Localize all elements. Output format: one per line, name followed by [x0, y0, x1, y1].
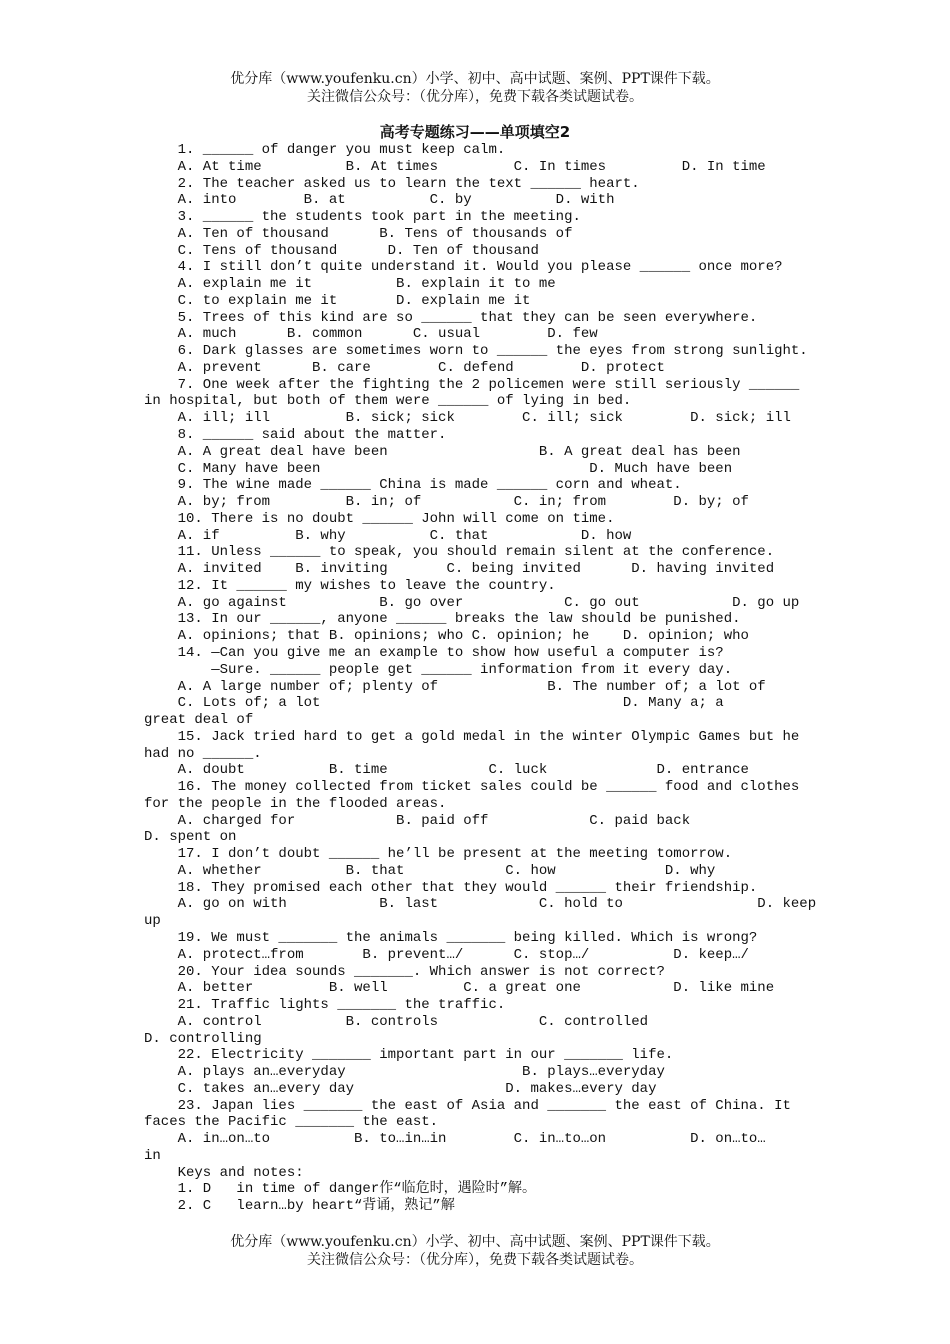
text-line: A. protect…from B. prevent…/ C. stop…/ D. keep…/ [144, 946, 749, 963]
text-line: A. doubt B. time C. luck D. entrance [144, 762, 749, 779]
text-line: 14. —Can you give me an example to show how useful a computer is? [144, 644, 724, 661]
text-line: C. takes an…every day D. makes…every day [144, 1080, 657, 1097]
text-line: —Sure. ______ people get ______ information from it every day. [144, 661, 733, 678]
text-line: 4. I still don’t quite understand it. Would you please ______ once more? [144, 259, 783, 276]
text-line: 9. The wine made ______ China is made ______ corn and wheat. [144, 477, 682, 494]
text-line: A. Ten of thousand B. Tens of thousands of [144, 225, 573, 242]
footer-line-1: 优分库（www.youfenku.cn）小学、初中、高中试题、案例、PPT课件下载。 [230, 1234, 720, 1250]
footer-line-2: 关注微信公众号：（优分库），免费下载各类试题试卷。 [307, 1252, 643, 1268]
text-line: 3. ______ the students took part in the meeting. [144, 209, 581, 226]
text-line: had no ______. [144, 745, 262, 762]
text-line: 1. D in time of danger作“临危时，遇险时”解。 [144, 1181, 537, 1198]
text-line: 8. ______ said about the matter. [144, 427, 447, 444]
text-line: 5. Trees of this kind are so ______ that they can be seen everywhere. [144, 309, 758, 326]
text-line: C. to explain me it D. explain me it [144, 292, 531, 309]
text-line: 2. C learn…by heart“背诵，熟记”解 [144, 1198, 455, 1215]
text-line: C. Tens of thousand D. Ten of thousand [144, 242, 539, 259]
text-line: 13. In our ______, anyone ______ breaks the law should be punished. [144, 611, 741, 628]
text-line: 1. ______ of danger you must keep calm. [144, 142, 506, 158]
document-title: 高考专题练习——单项填空2 [379, 123, 571, 141]
text-line: A. At time B. At times C. In times D. In time [144, 158, 766, 175]
text-line: up [144, 913, 161, 930]
text-line: 19. We must _______ the animals _______ being killed. Which is wrong? [144, 929, 758, 946]
text-line: A. whether B. that C. how D. why [144, 862, 716, 879]
text-line: 21. Traffic lights _______ the traffic. [144, 997, 506, 1014]
page-footer [0, 1233, 950, 1269]
text-line: 6. Dark glasses are sometimes worn to ______ the eyes from strong sunlight. [144, 343, 808, 360]
text-line: A. opinions; that B. opinions; who C. opinion; he D. opinion; who [144, 628, 749, 645]
text-line: 2. The teacher asked us to learn the text ______ heart. [144, 175, 640, 192]
text-line: A. in…on…to B. to…in…in C. in…to…on D. on…to… [144, 1131, 766, 1148]
text-line: 18. They promised each other that they would ______ their friendship. [144, 879, 758, 896]
text-line: Keys and notes: [144, 1164, 304, 1181]
text-line: A. go on with B. last C. hold to D. keep [144, 896, 817, 913]
page-header [0, 70, 950, 106]
text-line: A. A great deal have been B. A great deal has been [144, 443, 741, 460]
text-line: 10. There is no doubt ______ John will come on time. [144, 510, 615, 527]
text-line: A. charged for B. paid off C. paid back [144, 812, 691, 829]
text-line: 12. It ______ my wishes to leave the country. [144, 577, 556, 594]
text-line: A. much B. common C. usual D. few [144, 326, 598, 343]
text-line: 20. Your idea sounds _______. Which answer is not correct? [144, 963, 665, 980]
text-line: 15. Jack tried hard to get a gold medal in the winter Olympic Games but he [144, 728, 800, 745]
text-line: A. if B. why C. that D. how [144, 527, 632, 544]
text-line: 11. Unless ______ to speak, you should remain silent at the conference. [144, 544, 775, 561]
text-line: A. control B. controls C. controlled [144, 1013, 649, 1030]
text-line: A. A large number of; plenty of B. The number of; a lot of [144, 678, 766, 695]
text-line: A. invited B. inviting C. being invited D. having invited [144, 561, 775, 578]
text-line: D. controlling [144, 1030, 262, 1047]
header-line-1: 优分库（www.youfenku.cn）小学、初中、高中试题、案例、PPT课件下载。 [230, 71, 720, 87]
header-line-2: 关注微信公众号：（优分库），免费下载各类试题试卷。 [307, 89, 643, 105]
text-line: C. Many have been D. Much have been [144, 460, 733, 477]
text-line: A. by; from B. in; of C. in; from D. by; of [144, 494, 749, 511]
text-line: A. prevent B. care C. defend D. protect [144, 359, 665, 376]
text-line: for the people in the flooded areas. [144, 795, 447, 812]
text-line: A. plays an…everyday B. plays…everyday [144, 1064, 665, 1081]
text-line: faces the Pacific _______ the east. [144, 1114, 439, 1131]
text-line: A. better B. well C. a great one D. like mine [144, 980, 775, 997]
text-line: A. into B. at C. by D. with [144, 192, 615, 209]
text-line: 17. I don’t doubt ______ he’ll be present at the meeting tomorrow. [144, 846, 733, 863]
text-line: A. ill; ill B. sick; sick C. ill; sick D. sick; ill [144, 410, 791, 427]
text-line: A. explain me it B. explain it to me [144, 276, 556, 293]
text-line: 22. Electricity _______ important part in our _______ life. [144, 1047, 674, 1064]
text-line: 16. The money collected from ticket sales could be ______ food and clothes [144, 779, 800, 796]
text-line: in [144, 1147, 161, 1164]
text-line: in hospital, but both of them were ______ of lying in bed. [144, 393, 632, 410]
exercise-body [144, 142, 817, 1215]
text-line: C. Lots of; a lot D. Many a; a [144, 695, 724, 712]
text-line: A. go against B. go over C. go out D. go up [144, 594, 800, 611]
text-line: 23. Japan lies _______ the east of Asia and _______ the east of China. It [144, 1097, 791, 1114]
text-line: 7. One week after the fighting the 2 policemen were still seriously ______ [144, 376, 800, 393]
text-line: great deal of [144, 712, 254, 729]
text-line: D. spent on [144, 829, 237, 846]
